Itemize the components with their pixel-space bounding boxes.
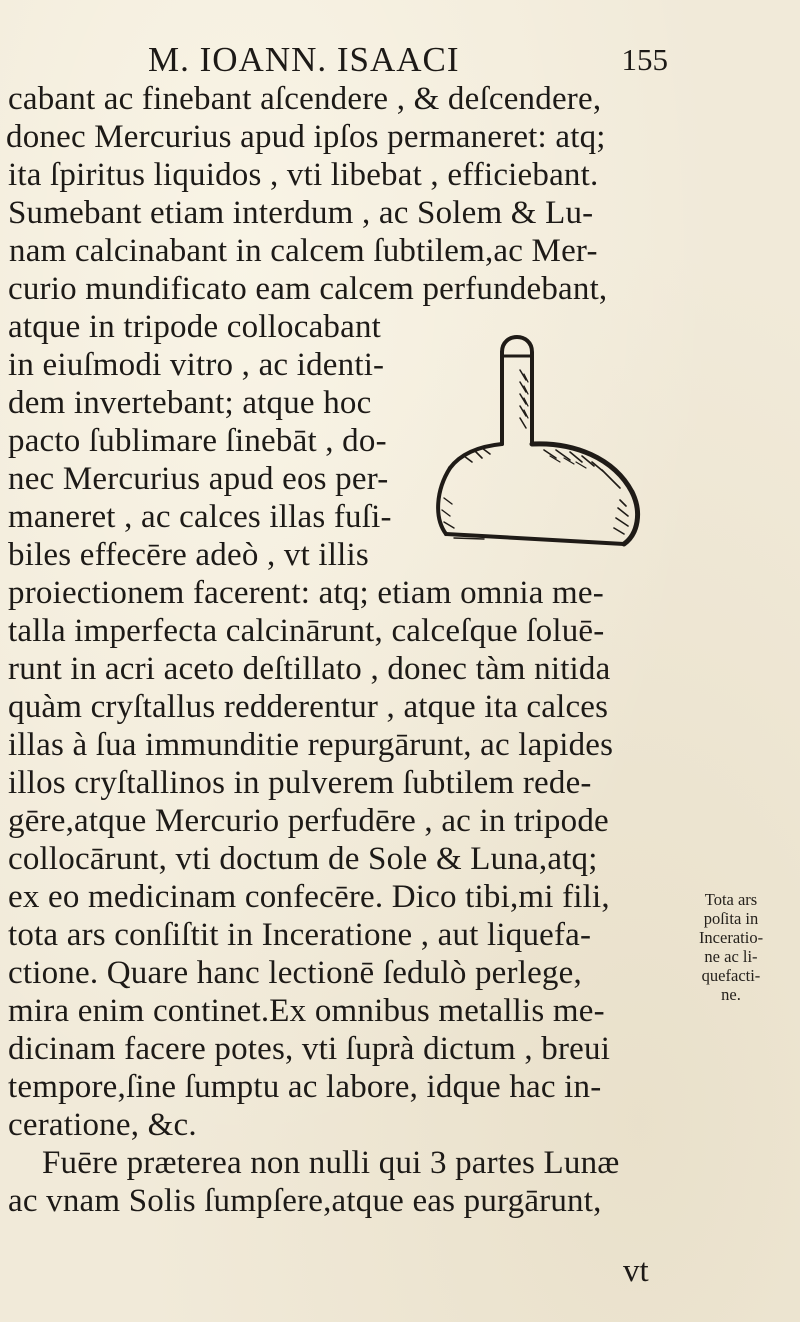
catch-word: vt: [623, 1253, 649, 1289]
running-title: M. IOANN. ISAACI: [148, 40, 460, 79]
text-line: nec Mercurius apud eos per-: [8, 461, 389, 497]
text-line: quàm cryſtallus redderentur , atque ita calces: [8, 689, 609, 725]
text-line: mira enim continet.Ex omnibus metallis me-: [8, 993, 605, 1029]
text-line: tota ars conſiſtit in Inceratione , aut liquefa-: [8, 917, 592, 953]
text-line: atque in tripode collocabant: [8, 309, 382, 345]
text-line: in eiuſmodi vitro , ac identi-: [8, 347, 385, 383]
text-line: proiectionem facerent: atq; etiam omnia me-: [8, 575, 604, 611]
text-line: nam calcinabant in calcem ſubtilem,ac Mer-: [9, 233, 598, 269]
text-line: illos cryſtallinos in pulverem ſubtilem rede-: [8, 765, 592, 801]
marginal-note-line: poſita in: [703, 909, 759, 928]
text-line: collocārunt, vti doctum de Sole & Luna,atq;: [8, 841, 598, 877]
text-line: runt in acri aceto deſtillato , donec tàm nitida: [8, 651, 611, 687]
marginal-note-line: ne.: [721, 985, 741, 1004]
text-line: ita ſpiritus liquidos , vti libebat , efficiebant.: [8, 157, 599, 193]
text-line: ac vnam Solis ſumpſere,atque eas purgārunt,: [8, 1183, 602, 1219]
text-line: pacto ſublimare ſinebāt , do-: [8, 423, 387, 459]
text-line: Sumebant etiam interdum , ac Solem & Lu-: [8, 195, 594, 231]
flask-illustration: [424, 322, 654, 556]
marginal-note-line: quefacti-: [701, 966, 761, 985]
text-line: ex eo medicinam confecēre. Dico tibi,mi fili,: [8, 879, 610, 915]
text-line: biles effecēre adeò , vt illis: [8, 537, 369, 573]
text-line: maneret , ac calces illas fuſi-: [8, 499, 392, 535]
marginal-note-line: ne ac li-: [704, 947, 758, 966]
text-line: ctione. Quare hanc lectionē ſedulò perlege,: [8, 955, 582, 991]
text-line: curio mundificato eam calcem perfundebant,: [8, 271, 608, 307]
marginal-note: [688, 890, 774, 1004]
text-line: cabant ac finebant aſcendere , & deſcendere,: [8, 81, 602, 117]
text-line: dicinam facere potes, vti ſuprà dictum , breui: [8, 1031, 611, 1067]
text-line: illas à ſua immunditie repurgārunt, ac lapides: [8, 727, 614, 763]
text-line: gēre,atque Mercurio perfudēre , ac in tripode: [8, 803, 609, 839]
text-line: donec Mercurius apud ipſos permaneret: atq;: [6, 119, 606, 155]
text-line: ceratione, &c.: [8, 1107, 197, 1143]
marginal-note-line: Tota ars: [704, 890, 758, 909]
text-line: dem invertebant; atque hoc: [8, 385, 372, 421]
text-line: Fuēre præterea non nulli qui 3 partes Lunæ: [42, 1145, 620, 1181]
text-line: talla imperfecta calcinārunt, calceſque ſoluē-: [8, 613, 605, 649]
page-number: 155: [621, 42, 668, 77]
text-line: tempore,ſine ſumptu ac labore, idque hac in-: [8, 1069, 602, 1105]
page-header: [148, 40, 668, 84]
marginal-note-line: Inceratio-: [698, 928, 764, 947]
